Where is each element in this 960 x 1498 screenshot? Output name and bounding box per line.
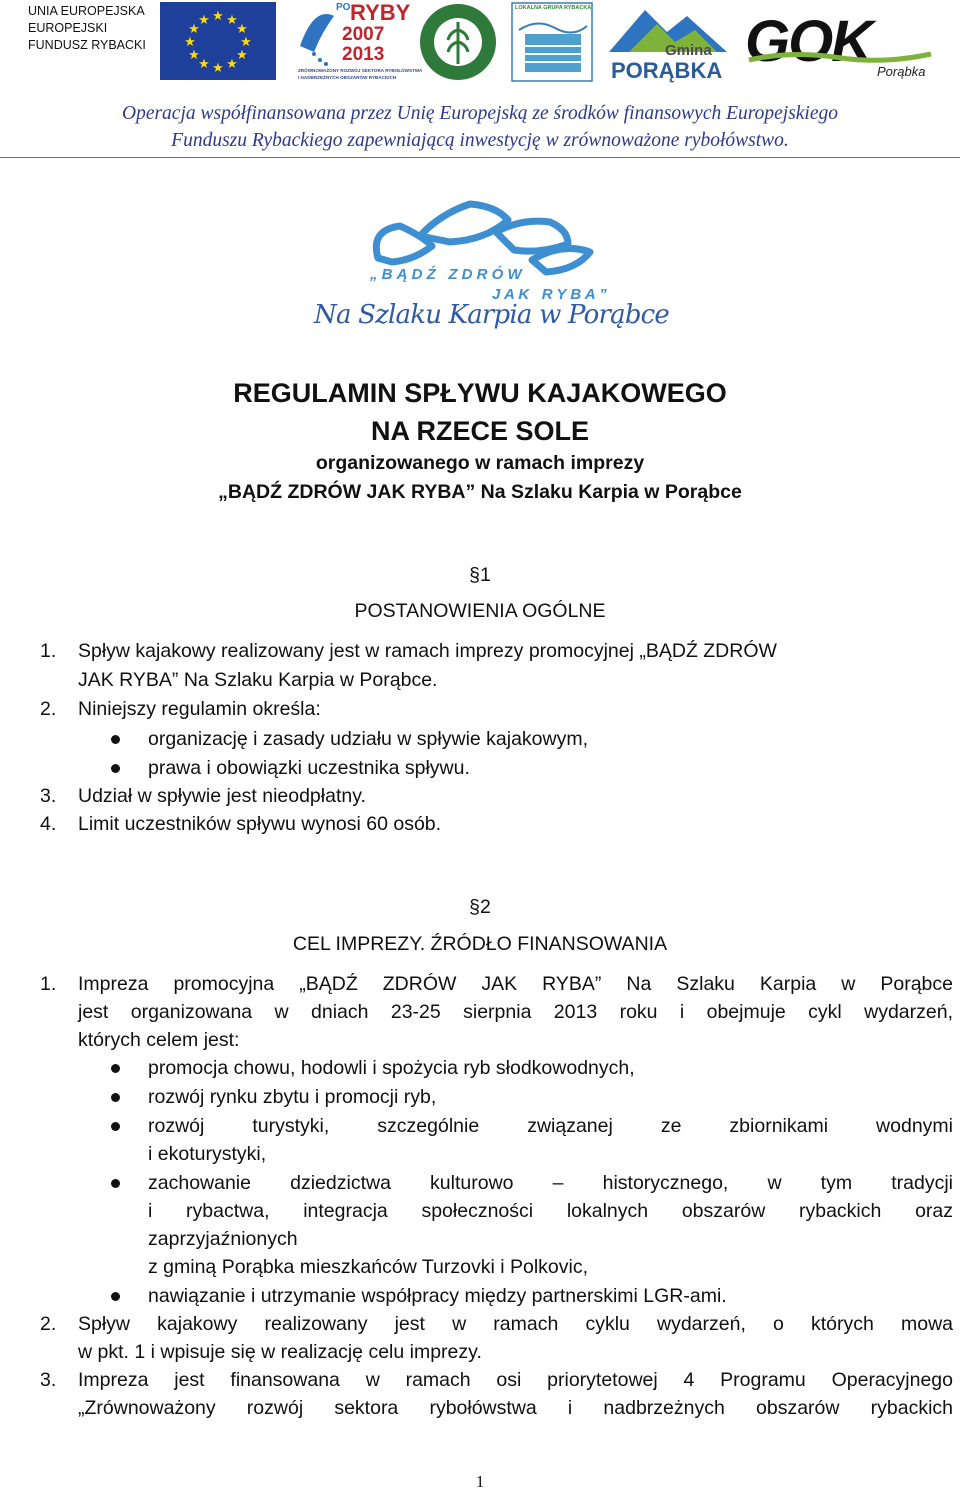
bullet-text: promocja chowu, hodowli i spożycia ryb słodkowodnych,: [148, 1057, 635, 1079]
po-ryby-caption: I NADBRZEŻNYCH OBSZARÓW RYBACKICH: [298, 75, 397, 80]
bullet-text: zachowanie dziedzictwa kulturowo – historycznego, w tym tradycji: [148, 1172, 953, 1194]
bullet-text: z gminą Porąbka mieszkańców Turzovki i Polkovic,: [148, 1256, 588, 1278]
svg-text:★: ★: [236, 48, 248, 63]
event-name: „BĄDŹ ZDRÓW JAK RYBA” Na Szlaku Karpia w Porąbce: [218, 481, 742, 503]
item-text: Impreza promocyjna „BĄDŹ ZDRÓW JAK RYBA” Na Szlaku Karpia w Porąbce: [78, 973, 953, 995]
bullet-text: prawa i obowiązki uczestnika spływu.: [148, 757, 470, 779]
svg-text:★: ★: [226, 57, 238, 72]
page-number: 1: [475, 1472, 485, 1491]
svg-text:★: ★: [184, 35, 196, 50]
event-logo-line1: „ B Ą D Ź Z D R Ó W: [370, 266, 522, 283]
section-heading: CEL IMPREZY. ŹRÓDŁO FINANSOWANIA: [292, 933, 668, 955]
bullet-text: rozwój rynku zbytu i promocji ryb,: [148, 1086, 437, 1108]
item-text: Udział w spływie jest nieodpłatny.: [78, 785, 366, 807]
po-ryby-prefix: PO: [336, 2, 351, 13]
cofinancing-banner: [0, 100, 960, 154]
bullet-icon: [111, 764, 120, 773]
eu-flag-logo: [160, 2, 276, 80]
item-text: Spływ kajakowy realizowany jest w ramach imprezy promocyjnej „BĄDŹ ZDRÓW: [78, 640, 777, 662]
item-text: jest organizowana w dniach 23-25 sierpnia 2013 roku i obejmuje cykl wydarzeń,: [78, 1001, 953, 1023]
bullet-icon: [111, 1179, 120, 1188]
bullet-icon: [111, 1292, 120, 1301]
item-number: 4.: [40, 813, 57, 835]
item-number: 3.: [40, 785, 57, 807]
gok-brand: GOK: [745, 9, 872, 74]
eu-label-line: EUROPEJSKI: [28, 21, 108, 35]
po-ryby-caption: ZRÓWNOWAŻONY ROZWÓJ SEKTORA RYBOŁÓWSTWA: [298, 68, 423, 73]
svg-text:★: ★: [240, 35, 252, 50]
svg-text:★: ★: [236, 22, 248, 37]
gmina-label: Gmina: [665, 42, 712, 59]
lgr-caption: LOKALNA GRUPA RYBACKA: [515, 5, 592, 11]
ministry-logo: [418, 2, 498, 82]
event-logo: [300, 196, 670, 346]
bullet-icon: [111, 1093, 120, 1102]
item-text: Niniejszy regulamin określa:: [78, 698, 321, 720]
item-text: których celem jest:: [78, 1029, 240, 1051]
eu-label-line: FUNDUSZ RYBACKI: [28, 38, 146, 52]
bullet-text: zaprzyjaźnionych: [148, 1228, 298, 1250]
po-ryby-brand: RYBY: [350, 0, 411, 25]
item-number: 1.: [40, 973, 57, 995]
bullet-text: rozwój turystyki, szczególnie związanej ze zbiornikami wodnymi: [148, 1115, 953, 1137]
gok-town: Porąbka: [877, 64, 926, 79]
bullet-text: i ekoturystyki,: [148, 1143, 267, 1165]
bullet-text: i rybactwa, integracja społeczności lokalnych obszarów rybackich oraz: [148, 1200, 953, 1222]
document-title: REGULAMIN SPŁYWU KAJAKOWEGO: [233, 378, 727, 408]
item-number: 2.: [40, 1313, 57, 1335]
svg-text:★: ★: [198, 57, 210, 72]
svg-text:★: ★: [212, 61, 224, 76]
eu-label: [28, 3, 158, 54]
item-number: 2.: [40, 698, 57, 720]
po-ryby-year: 2013: [342, 44, 385, 65]
gmina-porabka-logo: [605, 2, 731, 84]
header-divider: [0, 157, 960, 158]
eu-label-line: UNIA EUROPEJSKA: [28, 4, 145, 18]
document-title-river: NA RZECE SOLE: [370, 416, 590, 446]
item-text: JAK RYBA” Na Szlaku Karpia w Porąbce.: [78, 669, 438, 691]
svg-text:★: ★: [188, 22, 200, 37]
gok-logo: [745, 8, 935, 84]
bullet-text: organizację i zasady udziału w spływie kajakowym,: [148, 728, 589, 750]
bullet-icon: [111, 1064, 120, 1073]
po-ryby-logo: [294, 0, 423, 86]
item-number: 3.: [40, 1369, 57, 1391]
item-text: „Zrównoważony rozwój sektora rybołówstwa i nadbrzeżnych obszarów rybackich: [78, 1397, 953, 1419]
po-ryby-year: 2007: [342, 24, 385, 45]
section-heading: POSTANOWIENIA OGÓLNE: [354, 600, 606, 622]
bullet-text: nawiązanie i utrzymanie współpracy między partnerskimi LGR-ami.: [148, 1285, 727, 1307]
banner-line: Funduszu Rybackiego zapewniającą inwestycję w zrównoważone rybołówstwo.: [171, 130, 789, 151]
svg-text:★: ★: [188, 48, 200, 63]
event-logo-line2: J A K R Y B A ”: [492, 286, 607, 303]
document-subtitle: organizowanego w ramach imprezy: [315, 452, 645, 474]
svg-text:★: ★: [212, 9, 224, 24]
svg-text:★: ★: [226, 13, 238, 28]
ministry-seal-icon: [418, 2, 498, 82]
lgr-logo: [511, 2, 593, 82]
gmina-name: PORĄBKA: [611, 58, 723, 83]
section-symbol: §1: [469, 564, 491, 586]
item-text: Impreza jest finansowana w ramach osi priorytetowej 4 Programu Operacyjnego: [78, 1369, 953, 1391]
bullet-icon: [111, 1122, 120, 1131]
svg-text:★: ★: [198, 13, 210, 28]
banner-line: Operacja współfinansowana przez Unię Europejską ze środków finansowych Europejskiego: [121, 103, 839, 124]
eu-stars-icon: [160, 2, 276, 80]
item-number: 1.: [40, 640, 57, 662]
item-text: w pkt. 1 i wpisuje się w realizację celu imprezy.: [78, 1341, 482, 1363]
section-symbol: §2: [469, 896, 491, 918]
item-text: Limit uczestników spływu wynosi 60 osób.: [78, 813, 442, 835]
item-text: Spływ kajakowy realizowany jest w ramach cyklu wydarzeń, o których mowa: [78, 1313, 953, 1335]
event-logo-line3: Na Szlaku Karpia w Porąbce: [314, 300, 670, 330]
bullet-icon: [111, 735, 120, 744]
lgr-landscape-icon: [511, 2, 593, 82]
